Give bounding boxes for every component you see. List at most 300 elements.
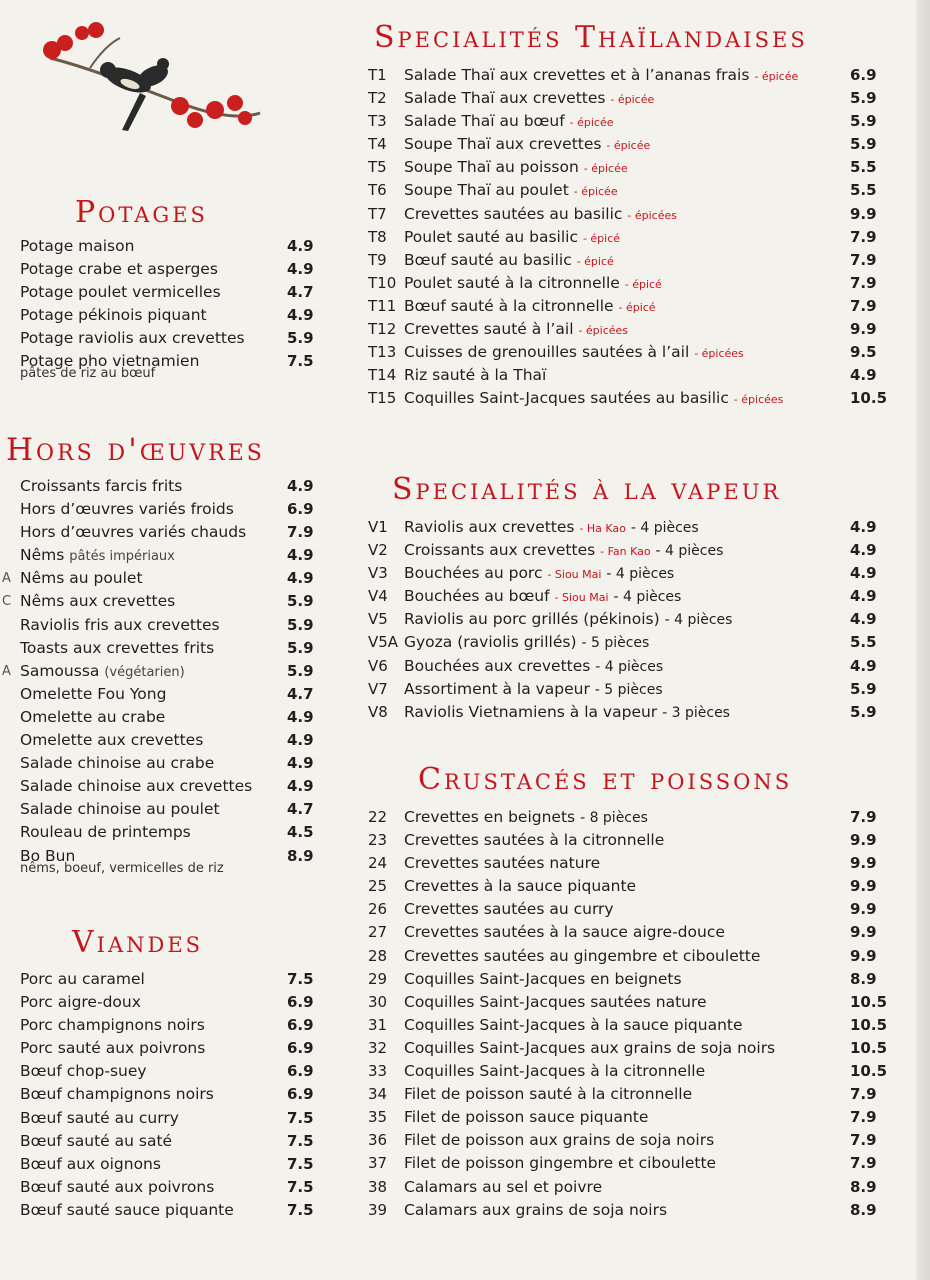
item-number: T10 (368, 273, 397, 292)
section-title-vapeur: Specialités à la vapeur (392, 472, 782, 507)
item-price: 9.9 (850, 204, 877, 223)
item-name: Raviolis aux crevettes (404, 518, 575, 536)
item-name: Filet de poisson gingembre et ciboulette (404, 1154, 717, 1173)
item-number: V5A (368, 633, 399, 652)
item-name: Bœuf sauté au saté (20, 1131, 173, 1150)
item-price: 9.9 (850, 923, 877, 942)
item-name: Samoussa (20, 661, 100, 680)
list-item (0, 1130, 330, 1153)
item-pieces: - 8 pièces (580, 810, 648, 826)
potages-list (0, 235, 330, 384)
item-number: V3 (368, 564, 388, 583)
item-price: 9.9 (850, 831, 877, 850)
item-number: 39 (368, 1200, 388, 1219)
item-name: Potage poulet vermicelles (20, 283, 221, 302)
item-name: Porc champignons noirs (20, 1016, 205, 1035)
list-item (360, 110, 900, 133)
item-name: Crevettes en beignets (404, 808, 576, 826)
item-spice: - épicé (576, 254, 614, 268)
item-name: Filet de poisson sauce piquante (404, 1108, 649, 1127)
item-price: 9.9 (850, 320, 877, 339)
item-name: Calamars au sel et poivre (404, 1177, 603, 1196)
item-pieces: - 3 pièces (662, 704, 730, 721)
item-number: 24 (368, 854, 388, 873)
item-pieces: - 4 pièces (664, 612, 733, 629)
item-pieces: - 4 pièces (606, 566, 675, 583)
list-item (360, 1083, 900, 1106)
list-item (360, 318, 900, 341)
list-item (0, 1176, 330, 1199)
item-price: 9.5 (850, 343, 877, 362)
item-name: Bouchées au bœuf (404, 587, 550, 606)
item-number: T2 (368, 89, 387, 108)
item-price: 7.5 (287, 1154, 314, 1173)
thai-list (360, 64, 900, 410)
list-item (0, 968, 330, 991)
item-price: 4.9 (287, 731, 314, 750)
item-number: T9 (368, 250, 387, 269)
item-name: Crevettes sautées à la citronnelle (404, 831, 665, 850)
item-variety: - Siou Mai (547, 568, 602, 582)
list-item (360, 249, 900, 272)
item-spice: - épicée (573, 185, 618, 199)
item-name: Salade Thaï au bœuf (404, 112, 565, 131)
item-name: Assortiment à la vapeur (404, 679, 590, 698)
item-price: 6.9 (850, 66, 877, 84)
hors-doeuvres-list (0, 475, 330, 879)
item-price: 4.5 (287, 823, 314, 842)
list-item (360, 678, 900, 701)
item-number: 36 (368, 1131, 388, 1150)
item-name: Bo Bun (20, 846, 76, 865)
list-item (0, 258, 330, 281)
section-title-crustaces: Crustacés et poissons (418, 762, 793, 797)
item-name: Crevettes sautées au gingembre et ciboulette (404, 946, 761, 965)
item-price: 4.7 (287, 800, 314, 819)
list-item (360, 852, 900, 875)
item-spice: - épicée (610, 93, 655, 107)
item-name: Hors d’œuvres variés chauds (20, 523, 247, 542)
item-price: 7.9 (850, 250, 877, 269)
item-price: 4.9 (287, 477, 314, 495)
item-name: Bœuf sauté au basilic (404, 250, 572, 269)
item-name: Potage maison (20, 237, 135, 255)
item-price: 7.9 (850, 1131, 877, 1150)
item-price: 6.9 (287, 1016, 314, 1035)
item-price: 6.9 (287, 1085, 314, 1104)
left-column (0, 0, 330, 1280)
list-item (360, 829, 900, 852)
item-number: V5 (368, 610, 388, 629)
list-item (360, 295, 900, 318)
item-price: 5.9 (850, 135, 877, 154)
item-price: 9.9 (850, 854, 877, 873)
item-price: 4.9 (287, 569, 314, 588)
list-item (0, 752, 330, 775)
item-spice: - épicées (694, 347, 744, 361)
viandes-list (0, 968, 330, 1222)
item-name: Porc au caramel (20, 970, 145, 988)
item-number: V1 (368, 518, 388, 536)
item-marker: A (2, 571, 11, 587)
item-price: 4.9 (850, 518, 877, 536)
item-name: Crevettes sauté à l’ail (404, 320, 574, 339)
list-item (0, 1014, 330, 1037)
list-item (360, 1129, 900, 1152)
list-item (0, 304, 330, 327)
item-price: 10.5 (850, 389, 888, 408)
list-item (0, 660, 330, 683)
list-item (360, 156, 900, 179)
item-price: 4.9 (287, 754, 314, 773)
item-name: Hors d’œuvres variés froids (20, 500, 234, 519)
item-name: Filet de poisson aux grains de soja noirs (404, 1131, 715, 1150)
item-number: V2 (368, 541, 388, 560)
item-price: 7.5 (287, 352, 314, 371)
item-name: Crevettes sautées au curry (404, 900, 614, 919)
bird-branch-icon (30, 18, 270, 143)
item-price: 8.9 (850, 969, 877, 988)
item-number: V6 (368, 656, 388, 675)
item-name: Soupe Thaï aux crevettes (404, 135, 602, 154)
list-item (0, 729, 330, 752)
item-note: pâtes de riz au bœuf (20, 366, 156, 382)
item-pieces: - 4 pièces (613, 589, 682, 606)
list-item (0, 706, 330, 729)
list-item (0, 614, 330, 637)
item-price: 4.9 (287, 707, 314, 726)
item-number: 33 (368, 1062, 388, 1081)
item-price: 7.9 (850, 296, 877, 315)
list-item (360, 631, 900, 654)
item-number: T11 (368, 296, 397, 315)
item-number: 37 (368, 1154, 388, 1173)
item-number: T12 (368, 320, 397, 339)
item-name: Coquilles Saint-Jacques à la sauce piquante (404, 1015, 743, 1034)
list-item (0, 991, 330, 1014)
item-price: 6.9 (287, 500, 314, 519)
list-item (360, 701, 900, 724)
list-item (0, 775, 330, 798)
item-name: Salade Thaï aux crevettes et à l’ananas frais (404, 66, 750, 84)
item-name: Porc aigre-doux (20, 993, 141, 1012)
list-item (360, 64, 900, 87)
item-name: Bœuf chop-suey (20, 1062, 147, 1081)
list-item (0, 1060, 330, 1083)
item-number: T4 (368, 135, 387, 154)
item-price: 4.9 (850, 366, 877, 385)
list-item (360, 898, 900, 921)
item-number: 26 (368, 900, 388, 919)
list-item (360, 945, 900, 968)
list-item (360, 387, 900, 410)
list-item (360, 1152, 900, 1175)
item-name: Bœuf sauté aux poivrons (20, 1177, 215, 1196)
item-spice: - épicé (618, 300, 656, 314)
item-name: Coquilles Saint-Jacques à la citronnelle (404, 1062, 706, 1081)
list-item (0, 683, 330, 706)
list-item (0, 350, 330, 384)
item-spice: - épicé (624, 277, 662, 291)
item-name: Croissants farcis frits (20, 477, 183, 495)
item-name: Bœuf champignons noirs (20, 1085, 214, 1104)
item-name: Potage crabe et asperges (20, 260, 218, 279)
list-item (0, 498, 330, 521)
item-name: Crevettes sautées à la sauce aigre-douce (404, 923, 725, 942)
item-name: Porc sauté aux poivrons (20, 1039, 206, 1058)
list-item (360, 991, 900, 1014)
list-item (360, 562, 900, 585)
item-number: V8 (368, 702, 388, 721)
list-item (0, 821, 330, 844)
item-marker: C (2, 594, 12, 610)
item-spice: - épicée (754, 70, 799, 83)
item-price: 4.9 (850, 610, 877, 629)
item-name: Raviolis au porc grillés (pékinois) (404, 610, 660, 629)
item-price: 10.5 (850, 1038, 888, 1057)
item-name: Rouleau de printemps (20, 823, 191, 842)
item-price: 9.9 (850, 900, 877, 919)
list-item (360, 179, 900, 202)
item-price: 8.9 (850, 1177, 877, 1196)
section-title-viandes: Viandes (72, 925, 204, 960)
item-spice: - épicée (606, 139, 651, 153)
item-pieces: - 4 pièces (655, 543, 724, 560)
item-price: 7.5 (287, 1177, 314, 1196)
list-item (0, 544, 330, 567)
item-number: 35 (368, 1108, 388, 1127)
item-price: 5.9 (850, 112, 877, 131)
item-number: 23 (368, 831, 388, 850)
item-name: Omelette aux crevettes (20, 731, 204, 750)
item-name: Poulet sauté à la citronnelle (404, 273, 620, 292)
item-price: 7.9 (850, 1154, 877, 1173)
list-item (0, 1083, 330, 1106)
item-price: 10.5 (850, 1062, 888, 1081)
item-number: T6 (368, 181, 387, 200)
list-item (360, 226, 900, 249)
item-name: Cuisses de grenouilles sautées à l’ail (404, 343, 690, 362)
item-name: Toasts aux crevettes frits (20, 638, 215, 657)
item-price: 4.9 (287, 546, 314, 565)
list-item (360, 875, 900, 898)
item-name: Poulet sauté au basilic (404, 227, 578, 246)
item-name: Filet de poisson sauté à la citronnelle (404, 1085, 693, 1104)
item-spice: - épicé (582, 231, 621, 245)
item-number: 32 (368, 1038, 388, 1057)
item-number: V7 (368, 679, 388, 698)
list-item (0, 1199, 330, 1222)
item-number: T1 (368, 66, 387, 84)
item-number: T15 (368, 389, 397, 408)
item-price: 5.9 (287, 329, 314, 348)
item-name: Gyoza (raviolis grillés) (404, 633, 577, 652)
list-item (360, 341, 900, 364)
list-item (0, 1107, 330, 1130)
list-item (0, 845, 330, 879)
item-price: 10.5 (850, 992, 888, 1011)
item-price: 7.9 (850, 273, 877, 292)
item-variety: - Siou Mai (554, 591, 609, 605)
item-number: 31 (368, 1015, 388, 1034)
item-name: Salade Thaï aux crevettes (404, 89, 606, 108)
item-price: 4.7 (287, 684, 314, 703)
item-name: Salade chinoise au crabe (20, 754, 215, 773)
list-item (360, 539, 900, 562)
item-spice: - épicées (578, 324, 629, 338)
item-name: Nêms au poulet (20, 569, 143, 588)
item-variety: - Ha Kao (579, 522, 626, 535)
item-price: 5.5 (850, 181, 877, 200)
item-name: Coquilles Saint-Jacques en beignets (404, 969, 682, 988)
item-subtitle: (végétarien) (104, 664, 185, 680)
list-item (360, 1037, 900, 1060)
item-price: 7.5 (287, 1131, 314, 1150)
list-item (360, 585, 900, 608)
item-price: 4.9 (287, 777, 314, 796)
list-item (360, 968, 900, 991)
list-item (360, 1106, 900, 1129)
item-pieces: - 5 pièces (581, 635, 650, 652)
item-name: Salade chinoise aux crevettes (20, 777, 253, 796)
item-name: Bouchées aux crevettes (404, 656, 591, 675)
item-price: 9.9 (850, 946, 877, 965)
item-name: Nêms (20, 546, 65, 565)
section-title-hors-doeuvres: Hors d'œuvres (6, 432, 265, 468)
item-spice: - épicée (583, 162, 628, 176)
item-number: 22 (368, 808, 388, 826)
item-price: 5.9 (850, 702, 877, 721)
item-pieces: - 4 pièces (630, 520, 699, 536)
item-number: T14 (368, 366, 397, 385)
item-price: 7.9 (850, 1085, 877, 1104)
item-name: Potage pho vietnamien (20, 352, 200, 371)
item-price: 5.9 (287, 638, 314, 657)
item-price: 4.7 (287, 283, 314, 302)
item-name: Coquilles Saint-Jacques aux grains de soja noirs (404, 1038, 776, 1057)
item-name: Bouchées au porc (404, 564, 543, 583)
item-price: 6.9 (287, 993, 314, 1012)
item-number: T8 (368, 227, 387, 246)
item-name: Salade chinoise au poulet (20, 800, 220, 819)
item-pieces: - 5 pièces (594, 681, 663, 698)
item-price: 5.9 (287, 592, 314, 611)
item-price: 4.9 (850, 541, 877, 560)
item-name: Raviolis Vietnamiens à la vapeur (404, 702, 658, 721)
item-price: 5.9 (287, 661, 314, 680)
item-price: 6.9 (287, 1062, 314, 1081)
list-item (0, 327, 330, 350)
list-item (360, 1014, 900, 1037)
list-item (0, 475, 330, 498)
item-price: 4.9 (287, 260, 314, 279)
item-number: T5 (368, 158, 387, 177)
item-number: 34 (368, 1085, 388, 1104)
list-item (360, 1176, 900, 1199)
item-name: Omelette au crabe (20, 707, 166, 726)
item-pieces: - 4 pièces (595, 658, 664, 675)
item-number: 38 (368, 1177, 388, 1196)
item-price: 5.9 (287, 615, 314, 634)
page-edge (916, 0, 930, 1280)
item-name: Crevettes sautées au basilic (404, 204, 623, 223)
item-name: Calamars aux grains de soja noirs (404, 1200, 668, 1219)
item-number: 28 (368, 946, 388, 965)
item-name: Soupe Thaï au poulet (404, 181, 569, 200)
item-number: 27 (368, 923, 388, 942)
list-item (0, 798, 330, 821)
list-item (360, 364, 900, 387)
item-price: 4.9 (850, 564, 877, 583)
item-name: Bœuf aux oignons (20, 1154, 161, 1173)
list-item (0, 1037, 330, 1060)
list-item (360, 272, 900, 295)
item-name: Potage pékinois piquant (20, 306, 207, 325)
item-variety: - Fan Kao (600, 545, 651, 559)
item-name: Crevettes à la sauce piquante (404, 877, 637, 896)
item-price: 7.5 (287, 1108, 314, 1127)
item-name: Raviolis fris aux crevettes (20, 615, 220, 634)
item-number: 30 (368, 992, 388, 1011)
item-number: T13 (368, 343, 397, 362)
section-title-thai: Specialités Thaïlandaises (374, 20, 808, 55)
list-item (0, 590, 330, 613)
item-price: 7.5 (287, 970, 314, 988)
item-price: 5.5 (850, 633, 877, 652)
list-item (360, 516, 900, 539)
item-name: Omelette Fou Yong (20, 684, 167, 703)
list-item (360, 133, 900, 156)
list-item (360, 806, 900, 829)
item-price: 10.5 (850, 1015, 888, 1034)
item-price: 5.5 (850, 158, 877, 177)
item-spice: - épicées (627, 208, 677, 222)
item-name: Croissants aux crevettes (404, 541, 596, 560)
list-item (0, 281, 330, 304)
item-price: 7.9 (850, 227, 877, 246)
item-price: 5.9 (850, 89, 877, 108)
item-price: 7.9 (850, 808, 877, 826)
list-item (0, 637, 330, 660)
item-price: 4.9 (287, 237, 314, 255)
item-number: T3 (368, 112, 387, 131)
list-item (360, 87, 900, 110)
item-name: Coquilles Saint-Jacques sautées nature (404, 992, 707, 1011)
item-price: 6.9 (287, 1039, 314, 1058)
item-name: Nêms aux crevettes (20, 592, 176, 611)
item-number: 29 (368, 969, 388, 988)
item-price: 4.9 (287, 306, 314, 325)
right-column (360, 0, 900, 1280)
item-price: 7.9 (850, 1108, 877, 1127)
list-item (360, 608, 900, 631)
list-item (0, 521, 330, 544)
item-price: 8.9 (850, 1200, 877, 1219)
item-number: T7 (368, 204, 387, 223)
item-name: Crevettes sautées nature (404, 854, 601, 873)
vapeur-list (360, 516, 900, 724)
list-item (360, 655, 900, 678)
item-subtitle: pâtés impériaux (69, 549, 175, 565)
list-item (360, 203, 900, 226)
item-price: 5.9 (850, 679, 877, 698)
item-name: Bœuf sauté au curry (20, 1108, 179, 1127)
item-name: Bœuf sauté à la citronnelle (404, 296, 614, 315)
item-name: Soupe Thaï au poisson (404, 158, 579, 177)
list-item (0, 1153, 330, 1176)
list-item (360, 1060, 900, 1083)
item-price: 9.9 (850, 877, 877, 896)
